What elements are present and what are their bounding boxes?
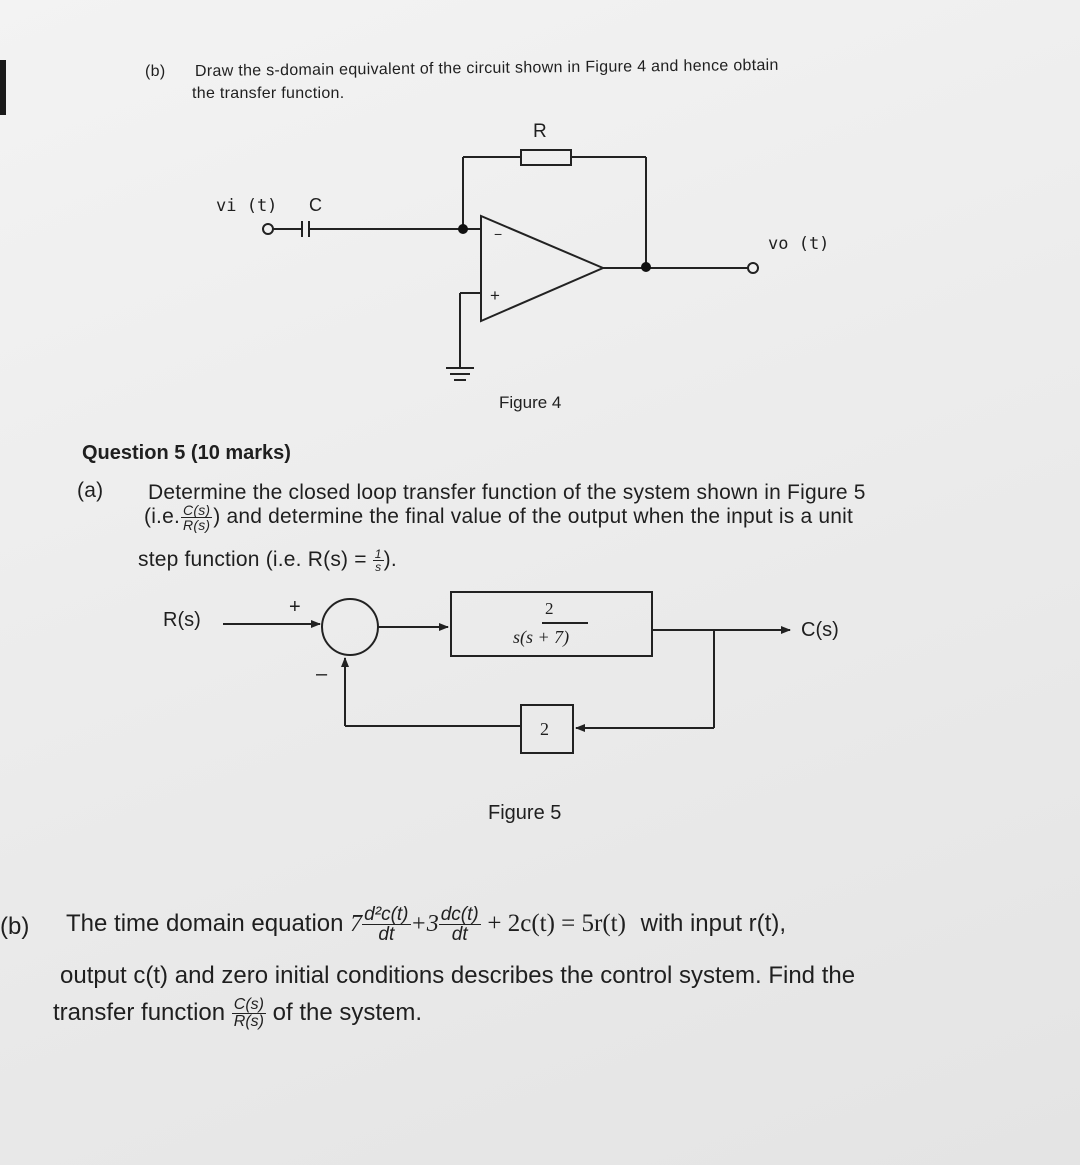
output-voltage-label: vo (t) — [768, 234, 830, 254]
summing-minus-sign: – — [316, 663, 328, 685]
q4b-label: (b) — [145, 63, 166, 80]
q5b-d2-num: d²c(t) — [364, 904, 409, 925]
q5b-d1-den: dt — [451, 924, 468, 945]
q5b-text2: with input r(t), — [640, 909, 786, 937]
q5b-tf-den: R(s) — [233, 1013, 264, 1030]
opamp-minus-label: − — [494, 226, 503, 242]
q5a-one: 1 — [374, 547, 382, 561]
block-input-label: R(s) — [163, 609, 201, 631]
q5b-first-derivative — [439, 905, 481, 944]
figure5-caption: Figure 5 — [488, 802, 562, 824]
q5b-text1: The time domain equation — [66, 909, 344, 937]
q5a-frac-num: C(s) — [183, 502, 211, 518]
q5b-coef2: +3 — [410, 910, 439, 937]
summing-junction — [322, 599, 378, 655]
q5a-frac-den: R(s) — [183, 517, 211, 533]
q5-heading: Question 5 (10 marks) — [82, 442, 291, 464]
q4b-text-line2: the transfer function. — [192, 85, 345, 102]
figure4-caption: Figure 4 — [499, 393, 562, 412]
feedback-gain: 2 — [540, 719, 549, 739]
q5b-tf-num: C(s) — [233, 996, 264, 1013]
q5b-line1 — [66, 905, 786, 944]
resistor-label: R — [533, 121, 547, 142]
block-output-label: C(s) — [801, 619, 839, 641]
q5a-s: s — [375, 560, 382, 574]
q5a-text-line1: Determine the closed loop transfer function of the system shown in Figure 5 — [148, 481, 866, 504]
q5b-line3 — [53, 997, 422, 1030]
input-voltage-label: vi (t) — [216, 196, 278, 216]
q5b-coef1: 7 — [350, 910, 363, 937]
opamp-plus-label: + — [490, 286, 500, 305]
q5a-label: (a) — [77, 479, 104, 502]
q5b-equation-rest: + 2c(t) = 5r(t) — [487, 909, 626, 937]
q5b-transfer-fraction — [232, 997, 266, 1030]
summing-plus-sign: + — [289, 596, 301, 618]
q5a-step-text: step function (i.e. R(s) = — [138, 548, 367, 572]
q5b-label: (b) — [0, 913, 30, 940]
capacitor-label: C — [309, 195, 322, 215]
forward-numerator: 2 — [545, 599, 554, 618]
q5b-d2-den: dt — [378, 924, 395, 945]
q5a-ie: (i.e. — [144, 505, 181, 529]
q5a-line2-rest: ) and determine the final value of the output when the input is a unit — [213, 505, 854, 529]
q5b-second-derivative — [362, 905, 410, 944]
q5b-line2: output c(t) and zero initial conditions describes the control system. Find the — [60, 962, 856, 989]
forward-denominator: s(s + 7) — [513, 627, 570, 647]
q5b-line3b: of the system. — [272, 998, 423, 1026]
q5a-end: ). — [383, 548, 397, 572]
q5b-d1-num: dc(t) — [440, 904, 479, 925]
q5b-line3a: transfer function — [53, 998, 226, 1026]
q4b-text-line1: Draw the s-domain equivalent of the circuit shown in Figure 4 and hence obtain — [194, 56, 779, 80]
